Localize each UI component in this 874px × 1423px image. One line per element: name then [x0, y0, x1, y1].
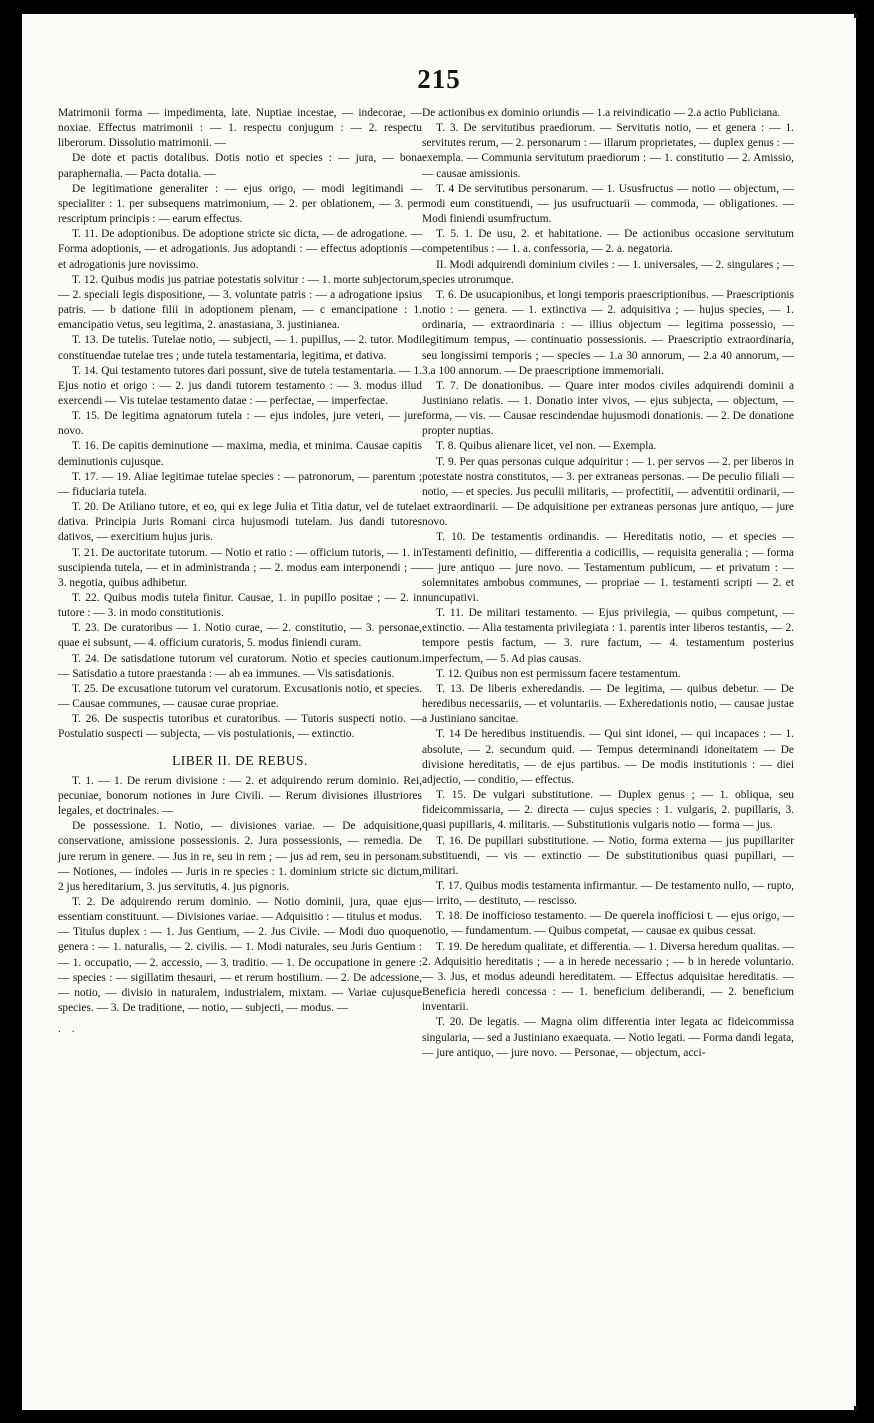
paragraph: T. 20. De Atiliano tutore, et eo, qui ex lege Julia et Titia datur, vel de tutela dativa. Principia Juris Romani circa hujusmodi tutelam. Jus dandi tutores dativos, — exercitium hujus juris.	[58, 501, 422, 544]
paragraph: De actionibus ex dominio oriundis — 1.a reivindicatio — 2.a actio Publiciana.	[422, 107, 781, 119]
paragraph: II. Modi adquirendi dominium civiles : — 1. universales, — 2. singulares ; — species utrorumque.	[422, 258, 794, 286]
paragraph: T. 17. — 19. Aliae legitimae tutelae species : — patronorum, — parentum ; — fiduciaria tutela.	[58, 470, 422, 498]
paragraph: T. 12. Quibus modis jus patriae potestatis solvitur : — 1. morte subjectorum, — 2. speciali legis dispositione, — 3. voluntate patris : — a adrogatione ipsius patris. — b datione filii in adoptionem plenam, — c emancipatione : 1. emancipatio vetus, seu legitima, 2. anastasiana, 3. justinianea.	[58, 273, 422, 332]
paragraph: T. 7. De donationibus. — Quare inter modos civiles adquirendi dominii a Justiniano relatis. — 1. Donatio inter vivos, — ejus subjecta, — objectum, — forma, — vis. — Causae rescindendae hujusmodi donationis. — 2. De donatione propter nuptias.	[422, 379, 794, 438]
paragraph: T. 3. De servitutibus praediorum. — Servitutis notio, — et genera : — 1. servitutes rerum, — 2. personarum : — illarum proprietates, — duplex genus : — exempla. — Communia servitutum praediorum : — 1. constitutio — 2. Amissio, — causae amissionis.	[422, 122, 795, 180]
paragraph: T. 11. De militari testamento. — Ejus privilegia, — quibus competunt, — extinctio. — Alia testamenta privilegiata : 1. parentis inter liberos testantis, — 2. tempore pestis factum, — 3. rure factum, — 4. testamentum posterius imperfectum, — 5. Ad pias causas.	[422, 607, 794, 665]
ending-mark: . .	[58, 1023, 79, 1036]
paragraph: T. 5. 1. De usu, 2. et habitatione. — De actionibus occasione servitutum competentibus : — 1. a. confessoria, — 2. a. negatoria.	[422, 228, 794, 256]
paragraph: T. 26. De suspectis tutoribus et curatoribus. — Tutoris suspecti notio. — Postulatio suspecti — subjecta, — vis postulationis, — extinctio.	[58, 713, 422, 741]
paragraph: T. 15. De vulgari substitutione. — Duplex genus ; — 1. obliqua, seu fideicommissaria, — 2. directa — cujus species : 1. vulgaris, 2. pupillaris, 3. quasi pupillaris, 4. militaris. — Substitutionis vulgaris notio — forma — jus.	[422, 789, 794, 832]
paragraph: T. 8. Quibus alienare licet, vel non. — Exempla.	[436, 440, 657, 453]
paragraph: T. 16. De pupillari substitutione. — Notio, forma externa — jus pupillariter substituendi, — vis — extinctio — De substitutionibus quasi pupillari, — militari.	[422, 834, 794, 877]
paragraph: T. 25. De excusatione tutorum vel curatorum. Excusationis notio, et species. — Causae communes, — causae curae propriae.	[58, 682, 422, 711]
paragraph: T. 20. De legatis. — Magna olim differentia inter legata ac fideicommissa singularia, — sed a Justiniano exaequata. — Notio legati. — Forma dandi legata, — jure antiquo, — jure novo. — Personae, — objectum, acci-	[422, 1016, 794, 1059]
paragraph: T. 11. De adoptionibus. De adoptione stricte sic dicta, — de adrogatione. — Forma adoptionis, — et adrogationis. Jus adoptandi : — effectus adoptionis — et adrogationis jure novissimo.	[58, 228, 422, 271]
paragraph: T. 4 De servitutibus personarum. — 1. Ususfructus — notio — objectum, — modi eum constituendi, — jus usufructuarii — commoda, — obligationes. — Modi finiendi usumfructum.	[422, 182, 794, 226]
paragraph: T. 14 De heredibus instituendis. — Qui sint idonei, — qui incapaces : — 1. absolute, — 2. secundum quid. — Tempus determinandi idoneitatem — De divisione hereditatis, — de ejus partibus. — De modis institutionis : — diei adjectio, — conditio, — effectus.	[422, 728, 794, 786]
page-number: 215	[417, 64, 461, 94]
paragraph: T. 19. De heredum qualitate, et differentia. — 1. Diversa heredum qualitas. — 2. Adquisitio hereditatis ; — a in herede necessario ; — b in herede voluntario. — 3. Jus, et modus adeundi hereditatem. — Effectus adquisitae hereditatis. — Beneficia heredi concessa : — 1. beneficium deliberandi, — 2. beneficium inventarii.	[422, 940, 794, 1014]
left-paragraphs-after-heading	[58, 774, 422, 1017]
scanned-page	[22, 14, 856, 1410]
left-paragraphs	[58, 106, 422, 743]
paragraph: T. 6. De usucapionibus, et longi temporis praescriptionibus. — Praescriptionis notio : — genera. — 1. extinctiva — 2. adquisitiva ; — hujus species, — 1. ordinaria, — extraordinaria : — illius objectum — legitima possessio, — legitimum tempus, — continuatio possessionis. — Praescriptio extraordinaria, seu longissimi temporis ; — species — 1.a 30 annorum, — 2.a 40 annorum, — 3.a 100 annorum. — De praescriptione immemoriali.	[422, 288, 794, 377]
paragraph: T. 12. Quibus non est permissum facere testamentum.	[436, 667, 681, 680]
paragraph: T. 17. Quibus modis testamenta infirmantur. — De testamento nullo, — rupto, — irrito, — destituto, — rescisso.	[422, 879, 794, 908]
paragraph: De dote et pactis dotalibus. Dotis notio et species : — jura, — bona paraphernalia. — Pacta dotalia. —	[58, 152, 422, 180]
paragraph: T. 14. Qui testamento tutores dari possunt, sive de tutela testamentaria. — 1. Ejus notio et origo : — 2. jus dandi tutorem testamento : — 3. modus illud exercendi — Vis tutelae testamento datae : — perfectae, — imperfectae.	[58, 364, 422, 407]
paragraph: T. 2. De adquirendo rerum dominio. — Notio dominii, jura, quae ejus essentiam constituunt. — Divisiones variae. — Adquisitio : — titulus et modus. — Titulus duplex : — 1. Jus Gentium, — 2. Jus Civile. — Modi duo quoque genera : — 1. naturalis, — 2. civilis. — 1. Modi naturales, seu Juris Gentium : — 1. occupatio, — 2. accessio, — 3. traditio. — 1. De occupatione in genere : — species : — sigillatim thesauri, — et rerum hostilium. — 2. De adcessione, — notio, — divisio in naturalem, industrialem, mixtam. — Variae cujusque species. — 3. De traditione, — notio, — subjecti, — modus. —	[58, 895, 422, 1015]
paragraph: T. 1. — 1. De rerum divisione : — 2. et adquirendo rerum dominio. Rei, pecuniae, bonorum notiones in Jure Civili. — Rerum divisiones illustriores legales, et doctrinales. —	[58, 774, 422, 818]
right-column	[422, 106, 794, 1061]
paragraph: T. 23. De curatoribus — 1. Notio curae, — 2. constitutio, — 3. personae, quae ei subsunt, — 4. officium curatoris, 5. modus finiendi curam.	[58, 622, 422, 650]
paragraph: T. 21. De auctoritate tutorum. — Notio et ratio : — officium tutoris, — 1. in suscipienda tutela, — et in administranda ; — 2. modus eam interponendi ; — 3. negotia, quibus adhibetur.	[58, 546, 422, 589]
scan-corner-mark	[854, 1406, 858, 1410]
section-heading: LIBER II. DE REBUS.	[172, 752, 308, 768]
paragraph: T. 9. Per quas personas cuique adquiritur : — 1. per servos — 2. per liberos in potestate nostra constitutos, — 3. per extraneas personas. — De peculio filiali — notio, — et species. Jus peculii militaris, — profectitii, — adventitii ordinarii, — et extraordinarii. — De adquisitione per extraneas personas jure antiquo, — jure novo.	[422, 455, 794, 529]
paragraph: T. 13. De liberis exheredandis. — De legitima, — quibus debetur. — De heredibus necessariis, — et voluntariis. — Exheredationis notio, — causae justae a Justiniano sancitae.	[422, 682, 794, 726]
paragraph: T. 24. De satisdatione tutorum vel curatorum. Notio et species cautionum. — Satisdatio a tutore praestanda : — ab ea immunes. — Vis satisdationis.	[58, 652, 422, 680]
paragraph: T. 15. De legitima agnatorum tutela : — ejus indoles, jure veteri, — jure novo.	[58, 410, 422, 438]
paragraph: T. 16. De capitis deminutione — maxima, media, et minima. Causae capitis deminutionis cujusque.	[58, 440, 422, 468]
paragraph: T. 10. De testamentis ordinandis. — Hereditatis notio, — et species — Testamenti definitio, — differentia a codicillis, — requisita generalia ; — forma — jure antiquo — jure novo. — Testamentum publicum, — et privatum : — solemnitates ambobus communes, — propriae — 1. testamenti scripti — 2. et nuncupativi.	[422, 531, 794, 604]
paragraph: T. 18. De inofficioso testamento. — De querela inofficiosi t. — ejus origo, — notio, — fundamentum. — Quibus competat, — causae ex quibus cessat.	[422, 910, 794, 938]
paragraph: T. 13. De tutelis. Tutelae notio, — subjecti, — 1. pupillus, — 2. tutor. Modi constituendae tutelae tres ; unde tutela testamentaria, legitima, et dativa.	[58, 334, 422, 362]
scan-corner-mark	[854, 14, 858, 18]
paragraph: De legitimatione generaliter : — ejus origo, — modi legitimandi — specialiter : 1. per subsequens matrimonium, — 2. per oblationem, — 3. per rescriptum principis : — earum effectus.	[58, 182, 422, 226]
paragraph: Matrimonii forma — impedimenta, late. Nuptiae incestae, — indecorae, — noxiae. Effectus matrimonii : — 1. respectu conjugum : — 2. respectu liberorum. Dissolutio matrimonii. —	[58, 107, 422, 150]
left-column	[58, 106, 422, 1037]
paragraph: T. 22. Quibus modis tutela finitur. Causae, 1. in pupillo positae ; — 2. in tutore : — 3. in modo constitutionis.	[58, 592, 422, 620]
paragraph: De possessione. 1. Notio, — divisiones variae. — De adquisitione, conservatione, amissione possessionis. 2. Jura possessionis, — remedia. De jure rerum in genere. — Jus in re, seu in rem ; — jus ad rem, seu in personam. — Notiones, — indoles — Juris in re species : 1. dominium stricte sic dictum, 2 jus hereditarium, 3. jus servitutis, 4. jus pignoris.	[58, 820, 422, 893]
